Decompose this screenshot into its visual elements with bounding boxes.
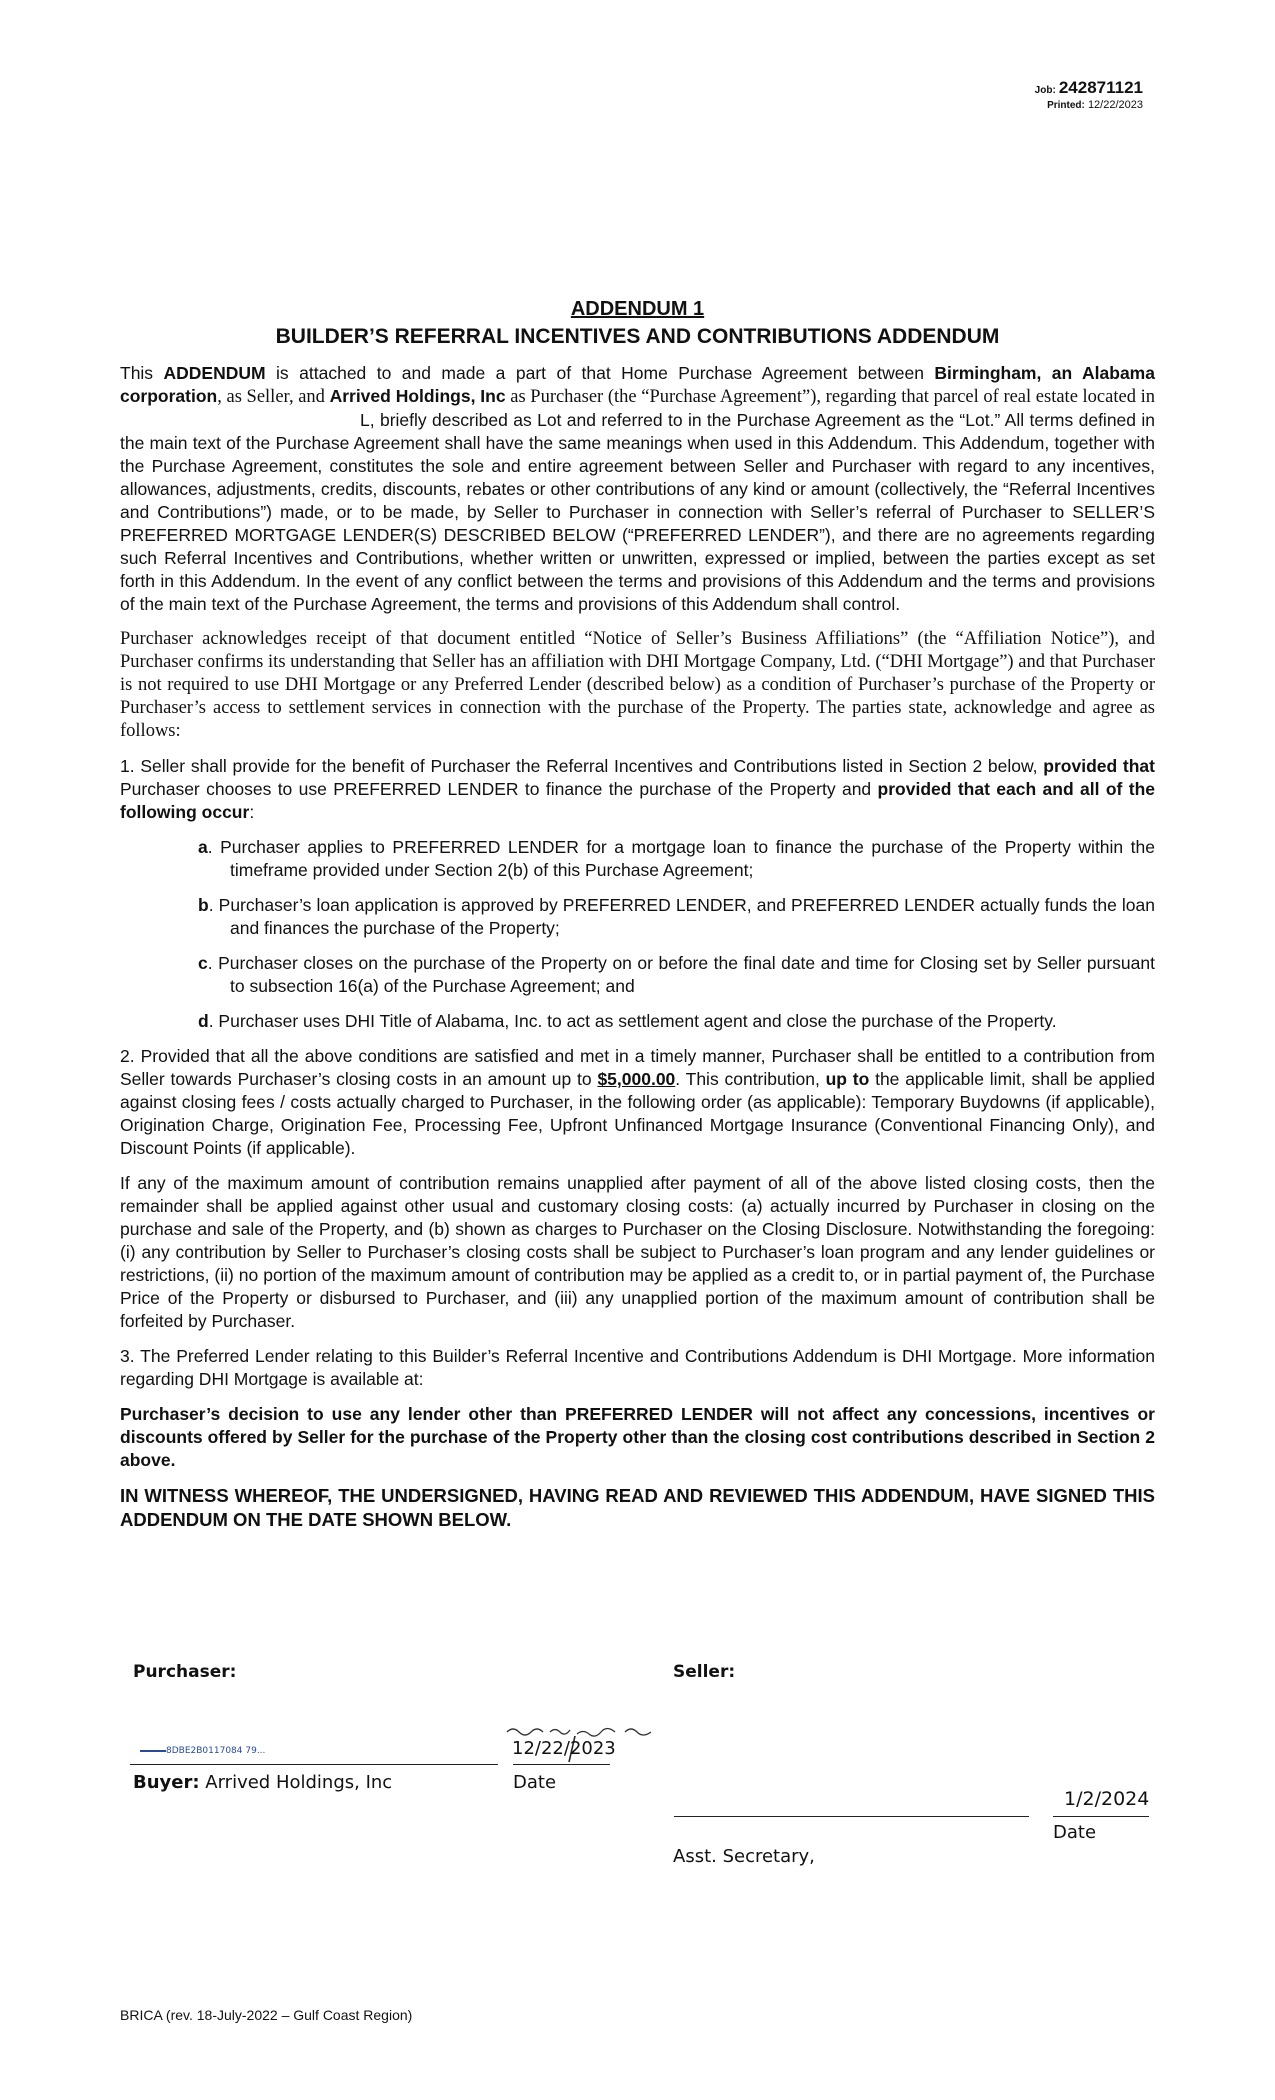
docusign-envelope-id bbox=[140, 1746, 265, 1756]
intro-addendum-word: ADDENDUM bbox=[163, 363, 266, 383]
job-info bbox=[1035, 80, 1143, 113]
purchaser-signature-line bbox=[130, 1764, 498, 1765]
conditions-list bbox=[120, 836, 1155, 1033]
addendum-number: ADDENDUM 1 bbox=[570, 298, 705, 320]
purchaser-name: Arrived Holdings, Inc bbox=[329, 386, 506, 406]
condition-d bbox=[198, 1010, 1155, 1033]
intro-text: , as Seller, and bbox=[217, 387, 330, 407]
seller-signature-date: 1/2/2024 bbox=[1064, 1788, 1150, 1810]
condition-text: . Purchaser uses DHI Title of Alabama, Inc. to act as settlement agent and close the purchase of the Property. bbox=[208, 1011, 1057, 1031]
purchaser-date-line bbox=[513, 1764, 610, 1765]
condition-letter: a bbox=[198, 837, 208, 857]
intro-text: as Purchaser (the “Purchase Agreement”), regarding that parcel of real estate located in bbox=[505, 387, 1155, 407]
seller-name: Birmingham, an Alabama corporation bbox=[120, 363, 1155, 406]
section-2 bbox=[120, 1045, 1155, 1160]
section-1-bold: provided that bbox=[1043, 756, 1155, 776]
section-2-text: . This contribution, bbox=[675, 1069, 826, 1089]
seller-date-line bbox=[1053, 1816, 1149, 1817]
condition-text: . Purchaser applies to PREFERRED LENDER for a mortgage loan to finance the purchase of the Property within the timeframe provided under Section 2(b) of this Purchase Agreement; bbox=[207, 837, 1155, 880]
section-1-bold: provided that each and all of the following occur bbox=[120, 779, 1156, 822]
section-2-bold: up to bbox=[825, 1069, 870, 1089]
signature-stroke-icon bbox=[140, 1750, 166, 1752]
condition-letter: d bbox=[198, 1011, 209, 1031]
buyer-label: Buyer: bbox=[133, 1772, 200, 1793]
purchaser-date-label: Date bbox=[513, 1772, 557, 1793]
printed-date: 12/22/2023 bbox=[1087, 99, 1143, 111]
intro-text: is attached to and made a part of that Home Purchase Agreement between bbox=[265, 363, 935, 383]
document-body bbox=[120, 362, 1155, 1544]
seller-date-label: Date bbox=[1053, 1822, 1097, 1843]
condition-a bbox=[198, 836, 1155, 882]
condition-text: . Purchaser closes on the purchase of the Property on or before the final date and time for Closing set by Seller pursuant to subsection 16(a) of the Purchase Agreement; and bbox=[207, 953, 1155, 996]
condition-c bbox=[198, 952, 1155, 998]
job-number: 242871121 bbox=[1058, 78, 1143, 97]
seller-title: Asst. Secretary, bbox=[673, 1846, 815, 1867]
addendum-title: BUILDER’S REFERRAL INCENTIVES AND CONTRIBUTIONS ADDENDUM bbox=[275, 325, 1000, 348]
witness-clause: IN WITNESS WHEREOF, THE UNDERSIGNED, HAVING READ AND REVIEWED THIS ADDENDUM, HAVE SIGNED THIS ADDENDUM ON THE DATE SHOWN BELOW. bbox=[120, 1485, 1155, 1530]
purchaser-label: Purchaser: bbox=[133, 1662, 237, 1682]
section-2-text: 2. Provided that all the above conditions are satisfied and met in a timely manner, Purchaser shall be entitled to a contribution from Seller towards Purchaser’s closing costs in an amount up to bbox=[120, 1046, 1155, 1089]
section-1-text: Purchaser chooses to use PREFERRED LENDER to finance the purchase of the Property and bbox=[120, 779, 878, 799]
docusign-id-text: 8DBE2B0117084 79... bbox=[166, 1746, 266, 1756]
buyer-line bbox=[133, 1772, 392, 1793]
section-3: 3. The Preferred Lender relating to this Builder’s Referral Incentive and Contributions Addendum is DHI Mortgage. More information regarding DHI Mortgage is available at: bbox=[120, 1346, 1155, 1389]
purchaser-signature-date: 12/22/2023 bbox=[512, 1738, 616, 1759]
form-revision-footer: BRICA (rev. 18-July-2022 – Gulf Coast Region) bbox=[120, 2007, 413, 2023]
section-2-text: the applicable limit, shall be applied against closing fees / costs actually charged to Purchaser, in the following order (as applicable): Temporary Buydowns (if applicable), Origination Charge, Origination Fee, Processing Fee, Upfront Unfinanced Mortgage Insurance (Conventional Financing Only), and Discount Points (if applicable). bbox=[120, 1069, 1156, 1158]
condition-b bbox=[198, 894, 1155, 940]
condition-text: . Purchaser’s loan application is approved by PREFERRED LENDER, and PREFERRED LENDER actually funds the loan and finances the purchase of the Property; bbox=[208, 895, 1155, 938]
buyer-name: Arrived Holdings, Inc bbox=[199, 1772, 393, 1793]
affiliation-paragraph: Purchaser acknowledges receipt of that document entitled “Notice of Seller’s Business Affiliations” (the “Affiliation Notice”), and Purchaser confirms its understanding that Seller has an affiliation with DHI Mortgage Company, Ltd. (“DHI Mortgage”) and that Purchaser is not required to use DHI Mortgage or any Preferred Lender (described below) as a condition of Purchaser’s purchase of the Property or Purchaser’s access to settlement services in connection with the purchase of the Property. The parties state, acknowledge and agree as follows: bbox=[120, 629, 1155, 741]
seller-label: Seller: bbox=[673, 1662, 736, 1682]
section-1-text: : bbox=[249, 802, 255, 822]
lender-notice: Purchaser’s decision to use any lender other than PREFERRED LENDER will not affect any concessions, incentives or discounts offered by Seller for the purchase of the Property other than the closing cost contributions described in Section 2 above. bbox=[120, 1404, 1155, 1470]
intro-paragraph bbox=[120, 362, 1155, 616]
job-label: Job: bbox=[1034, 85, 1056, 96]
section-2-remainder: If any of the maximum amount of contribution remains unapplied after payment of all of the above listed closing costs, then the remainder shall be applied against other usual and customary closing costs: (a) actually incurred by Purchaser in closing on the purchase and sale of the Property, and (b) shown as charges to Purchaser on the Closing Disclosure. Notwithstanding the foregoing: (i) any contribution by Seller to Purchaser’s closing costs shall be subject to Purchaser’s loan program and any lender guidelines or restrictions, (ii) no portion of the maximum amount of contribution may be applied as a credit to, or in partial payment of, the Purchase Price of the Property or disbursed to Purchaser, and (iii) any unapplied portion of the maximum amount of contribution shall be forfeited by Purchaser. bbox=[120, 1173, 1155, 1331]
seller-signature-line bbox=[674, 1816, 1029, 1817]
intro-text: This bbox=[120, 363, 164, 383]
section-1 bbox=[120, 755, 1155, 824]
condition-letter: c bbox=[198, 953, 208, 973]
printed-label: Printed: bbox=[1047, 100, 1085, 111]
contribution-amount: $5,000.00 bbox=[597, 1069, 676, 1089]
condition-letter: b bbox=[198, 895, 209, 915]
section-1-text: 1. Seller shall provide for the benefit of Purchaser the Referral Incentives and Contributions listed in Section 2 below, bbox=[120, 756, 1044, 776]
intro-text: and referred to in the Purchase Agreement as the “Lot.” All terms defined in the main text of the Purchase Agreement shall have the same meanings when used in this Addendum. This Addendum, together with the Purchase Agreement, constitutes the sole and entire agreement between Seller and Purchaser with regard to any incentives, allowances, adjustments, credits, discounts, rebates or other contributions of any kind or amount (collectively, the “Referral Incentives and Contributions”) made, or to be made, by Seller to Purchaser in connection with Seller’s referral of Purchaser to SELLER’S PREFERRED MORTGAGE LENDER(S) DESCRIBED BELOW (“PREFERRED LENDER”), and there are no agreements regarding such Referral Incentives and Contributions, whether written or unwritten, expressed or implied, between the parties except as set forth in this Addendum. In the event of any conflict between the terms and provisions of this Addendum and the terms and provisions of the main text of the Purchase Agreement, the terms and provisions of this Addendum shall control. bbox=[120, 410, 1155, 614]
lot-description: L, briefly described as Lot bbox=[360, 410, 562, 430]
